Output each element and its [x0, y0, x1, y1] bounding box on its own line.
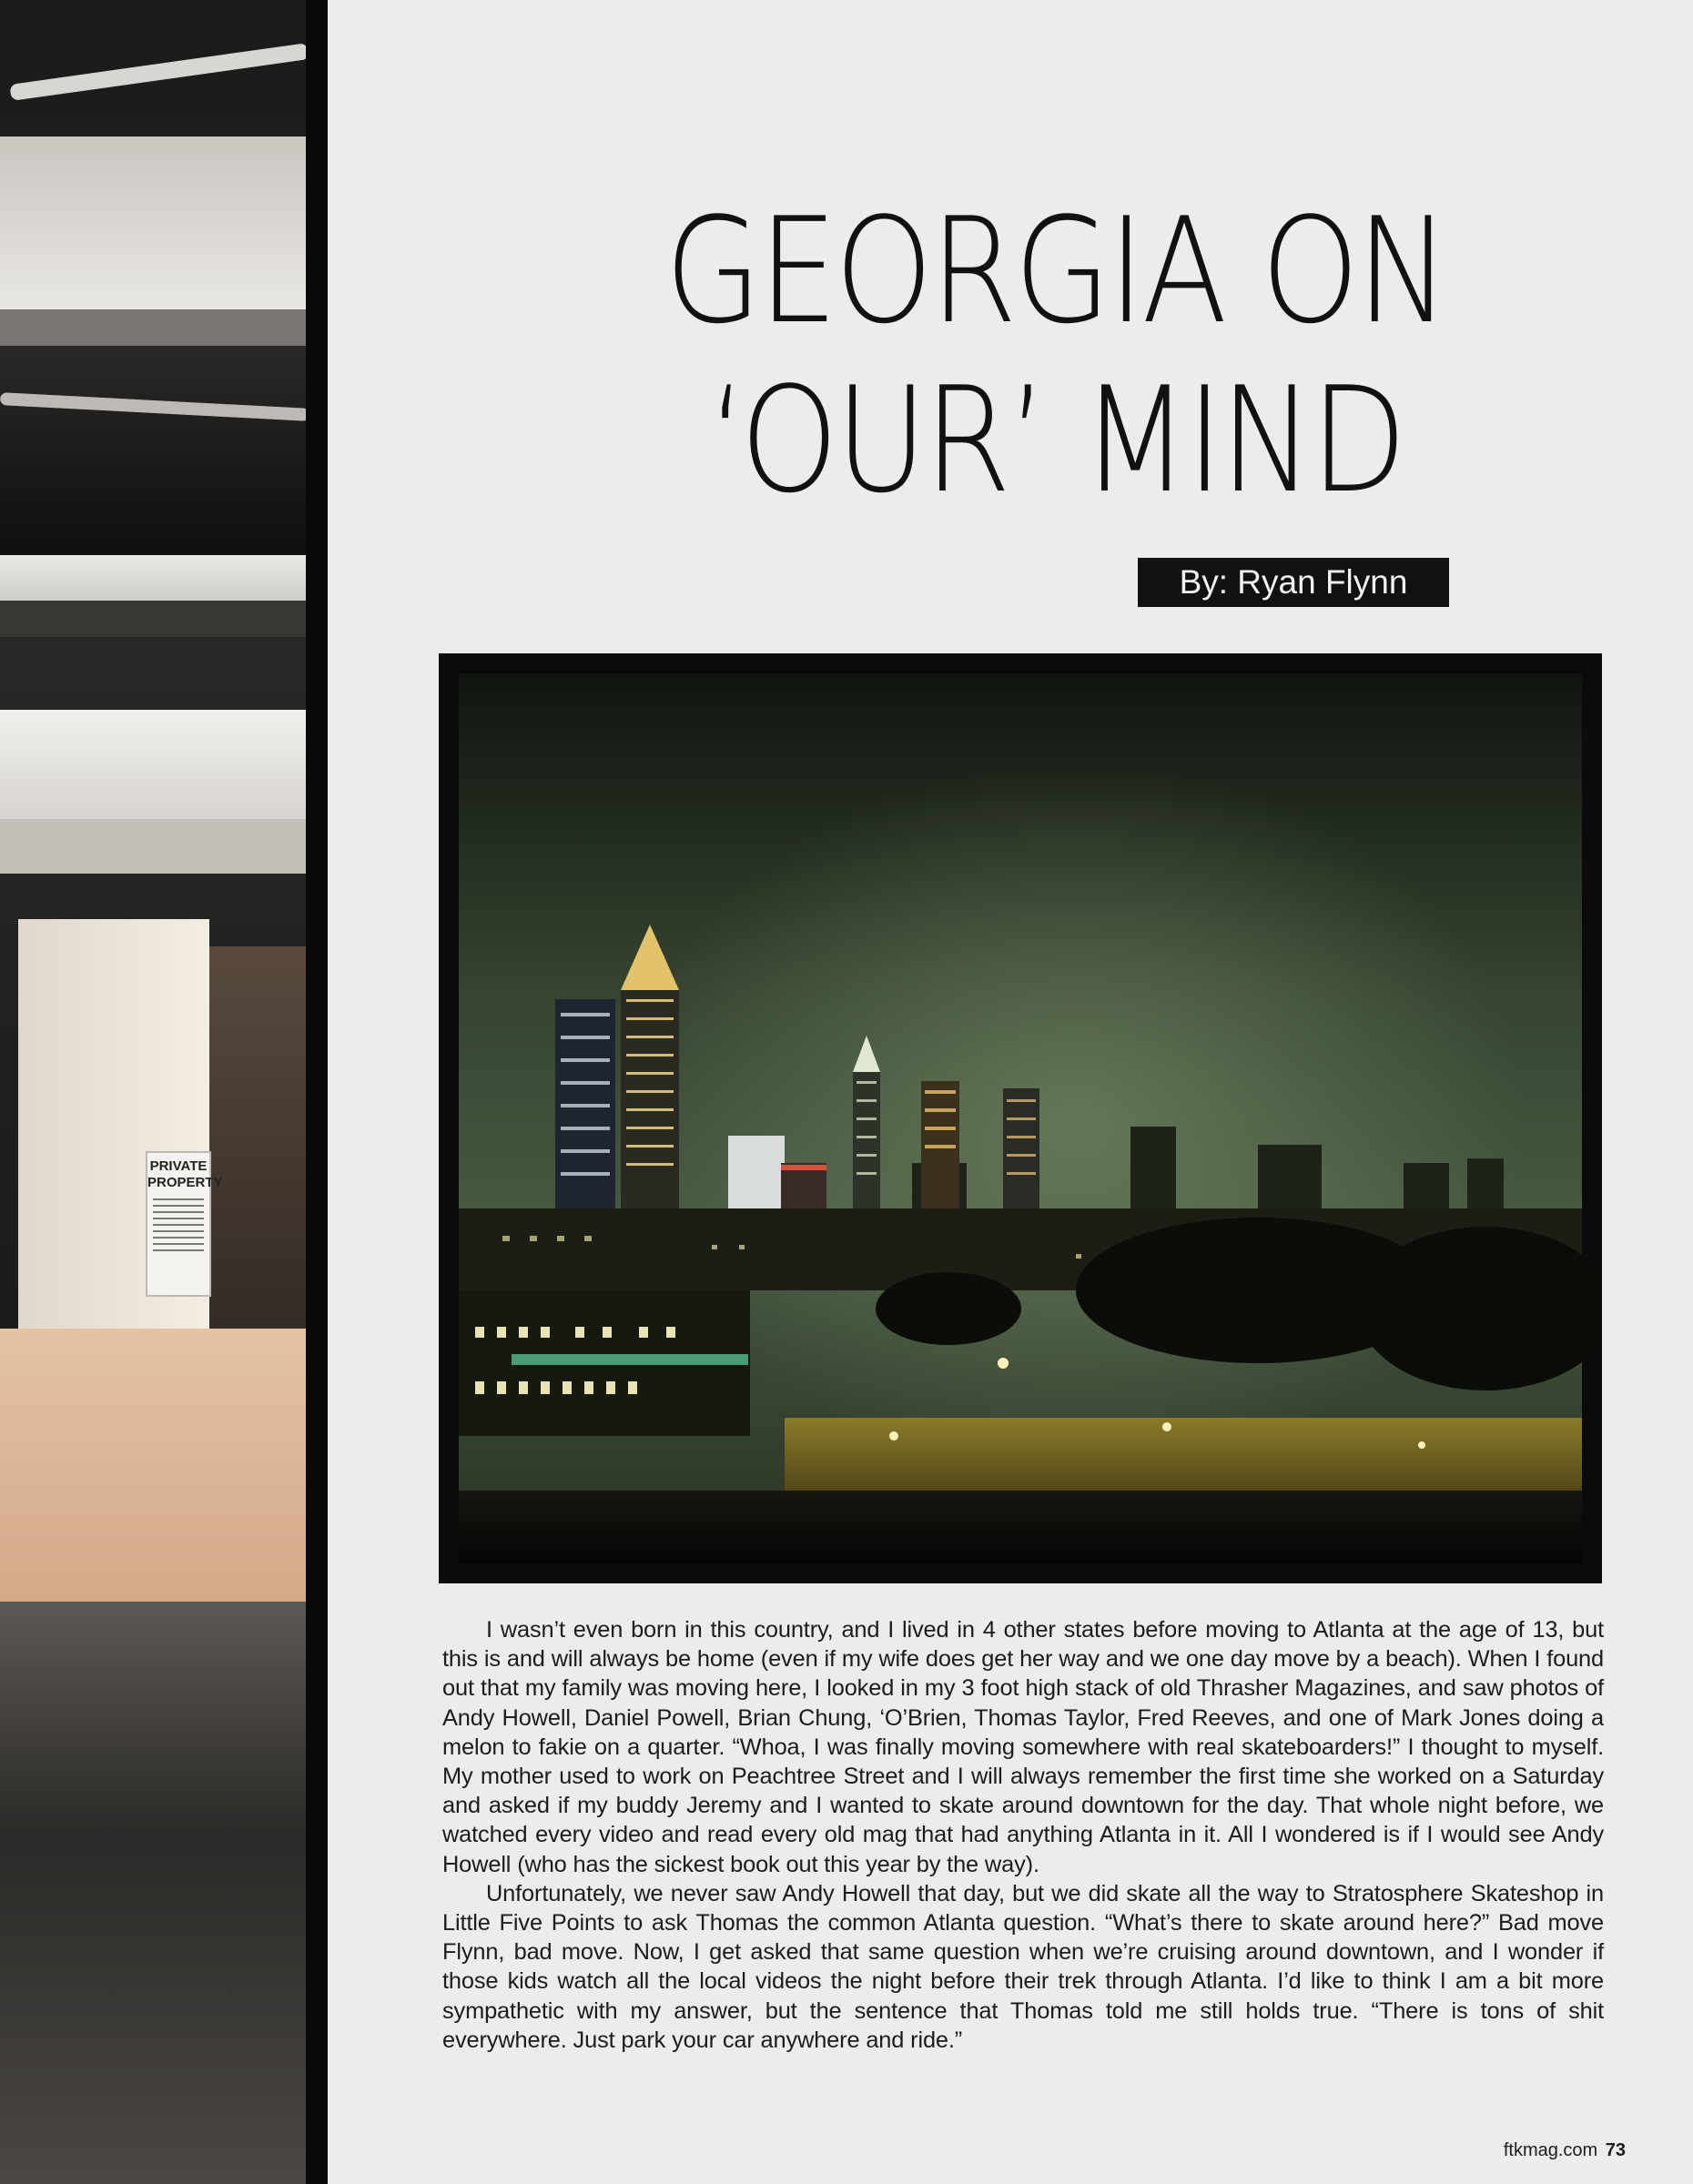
- footer-site: ftkmag.com: [1503, 2140, 1598, 2160]
- page-number: 73: [1605, 2140, 1626, 2160]
- private-property-sign: [146, 1151, 223, 1297]
- skyline-photo: [439, 653, 1602, 1583]
- page-divider: [306, 0, 328, 2184]
- article-paragraph: I wasn’t even born in this country, and I lived in 4 other states before moving to Atlanta at the age of 13, but this is and will always be home (even if my wife does get her way and we one day move by a beach). When I found out that my family was moving here, I looked in my 3 foot high stack of old Thrasher Magazines, and saw photos of Andy Howell, Daniel Powell, Brian Chung, ‘O’Brien, Thomas Taylor, Fred Reeves, and one of Mark Jones doing a melon to fakie on a quarter. “Whoa, I was finally moving somewhere with real skateboarders!” I thought to myself. My mother used to work on Peachtree Street and I will always remember the first time she worked on a Saturday and asked if my buddy Jeremy and I wanted to skate around downtown for the day. That whole night before, we watched every video and read every old mag that had anything Atlanta in it. All I wondered is if I would see Andy Howell (who has the sickest book out this year by the way).: [442, 1617, 1604, 1877]
- article-body: [442, 1615, 1604, 2055]
- title-line-1: GEORGIA ON: [664, 186, 1447, 356]
- sign-line-1: PRIVATE: [149, 1158, 208, 1174]
- byline: By: Ryan Flynn: [1138, 558, 1449, 607]
- page-footer: [1504, 2140, 1626, 2161]
- skyline-photo-image: [439, 653, 1602, 1583]
- title-line-2: ‘OUR’ MIND: [707, 355, 1404, 525]
- article-paragraph: Unfortunately, we never saw Andy Howell that day, but we did skate all the way to Stratosphere Skateshop in Little Five Points to ask Thomas the common Atlanta question. “What’s there to skate around here?” Bad move Flynn, bad move. Now, I get asked that same question when we’re cruising around downtown, and I wonder if those kids watch all the local videos the night before their trek through Atlanta. I’d like to think I am a bit more sympathetic with my answer, but the sentence that Thomas told me still holds true. “There is tons of shit everywhere. Just park your car anywhere and ride.”: [442, 1880, 1604, 2053]
- sign-line-2: PROPERTY: [147, 1175, 223, 1190]
- left-page-photo: [0, 0, 324, 2184]
- article-title: [586, 187, 1526, 525]
